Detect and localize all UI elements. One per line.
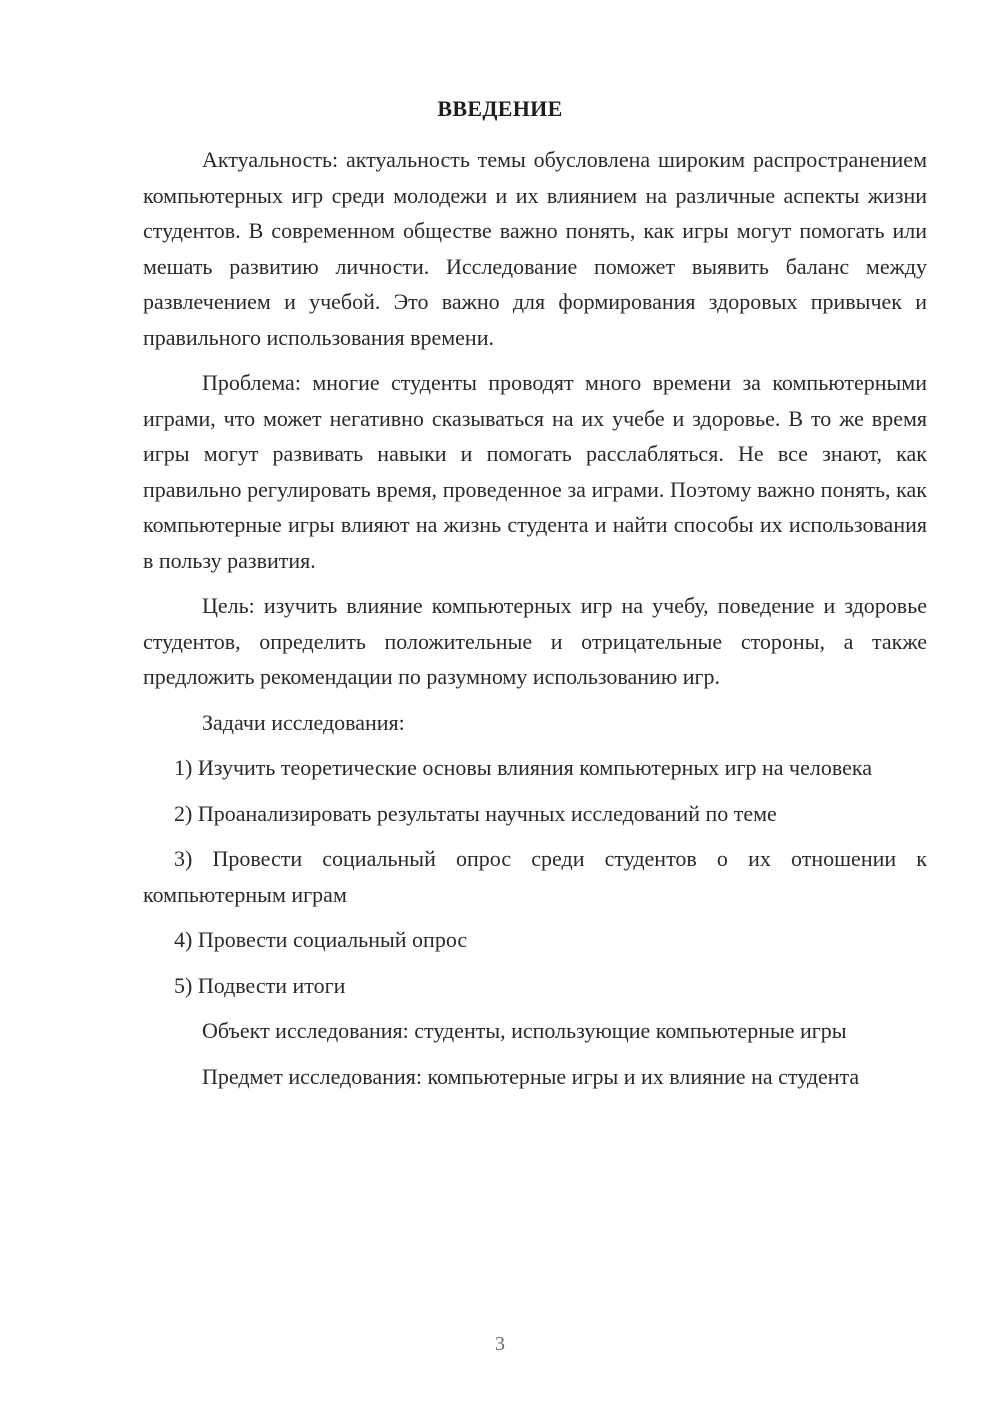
paragraph-problem: Проблема: многие студенты проводят много времени за компьютерными играми, что может негативно сказываться на их учебе и здоровье. В то же время игры могут развивать навыки и помогать расслабляться. Не все знают, как правильно регулировать время, проведенное за играми. Поэтому важно понять, как компьютерные игры влияют на жизнь студента и найти способы их использования в пользу развития. — [143, 370, 927, 573]
task-item: 2) Проанализировать результаты научных исследований по теме — [174, 800, 777, 826]
paragraph-object: Объект исследования: студенты, использующие компьютерные игры — [202, 1018, 847, 1043]
tasks-heading: Задачи исследования: — [202, 709, 405, 735]
page-number: 3 — [495, 1333, 505, 1355]
task-item: 1) Изучить теоретические основы влияния компьютерных игр на человека — [174, 755, 872, 780]
task-item: 5) Подвести итоги — [174, 972, 346, 998]
paragraph-subject: Предмет исследования: компьютерные игры и их влияние на студента — [202, 1063, 860, 1089]
task-item: 3) Провести социальный опрос среди студентов о их отношении к компьютерным играм — [143, 846, 927, 907]
paragraph-relevance: Актуальность: актуальность темы обусловлена широким распространением компьютерных игр среди молодежи и их влиянием на различные аспекты жизни студентов. В современном обществе важно понять, как игры могут помогать или мешать развитию личности. Исследование поможет выявить баланс между развлечением и учебой. Это важно для формирования здоровых привычек и правильного использования времени. — [143, 147, 927, 350]
document-body — [143, 142, 927, 1104]
page-title: ВВЕДЕНИЕ — [437, 96, 563, 121]
task-item: 4) Провести социальный опрос — [174, 927, 468, 952]
paragraph-goal: Цель: изучить влияние компьютерных игр на учебу, поведение и здоровье студентов, определить положительные и отрицательные стороны, а также предложить рекомендации по разумному использованию игр. — [143, 593, 927, 689]
